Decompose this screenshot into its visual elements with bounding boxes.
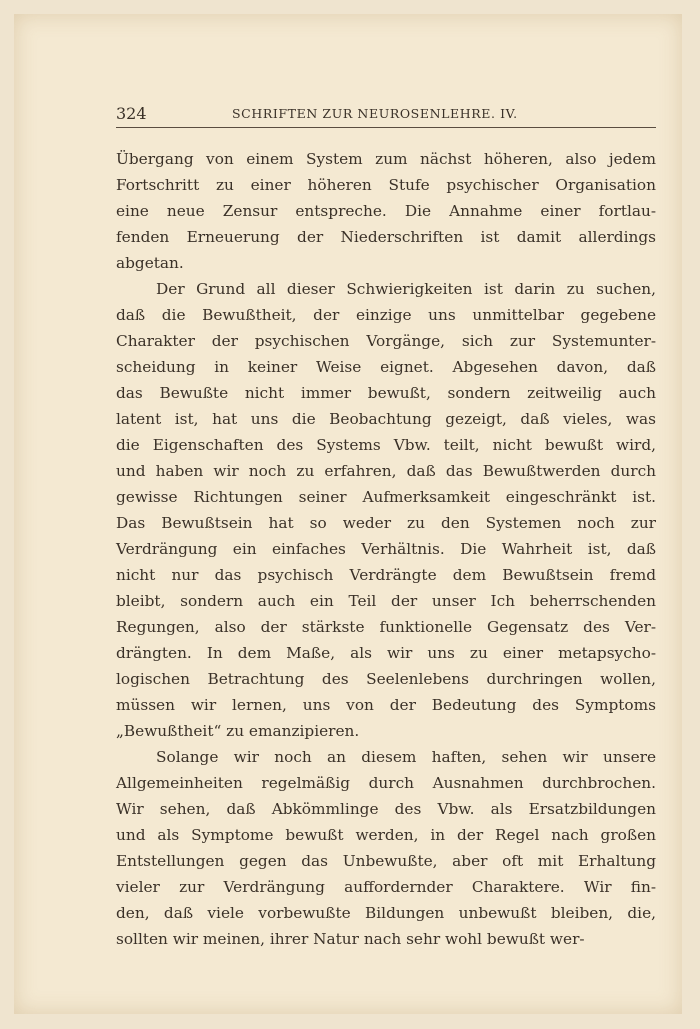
text-line: gewisse Richtungen seiner Aufmerksamkeit eingeschränkt ist. [116,488,656,506]
text-line: Der Grund all dieser Schwierigkeiten ist darin zu suchen, [156,280,656,298]
text-line: sollten wir meinen, ihrer Natur nach sehr wohl bewußt wer- [116,930,585,948]
paragraph [116,276,656,744]
page-number: 324 [116,104,147,123]
text-line: Das Bewußtsein hat so weder zu den Systemen noch zur [116,514,656,532]
text-line: fenden Erneuerung der Niederschriften ist damit allerdings [116,228,656,246]
text-line: logischen Betrachtung des Seelenlebens durchringen wollen, [116,670,656,688]
text-line: den, daß viele vorbewußte Bildungen unbewußt bleiben, die, [116,904,656,922]
text-line: Allgemeinheiten regelmäßig durch Ausnahmen durchbrochen. [116,774,656,792]
text-line: Fortschritt zu einer höheren Stufe psychischer Organisation [116,176,656,194]
body-text [116,146,656,952]
page-header [116,104,656,126]
text-line: vieler zur Verdrängung auffordernder Charaktere. Wir fin- [116,878,656,896]
text-line: und als Symptome bewußt werden, in der Regel nach großen [116,826,656,844]
running-title: SCHRIFTEN ZUR NEUROSENLEHRE. IV. [232,106,518,121]
text-line: bleibt, sondern auch ein Teil der unser Ich beherrschenden [116,592,656,610]
text-line: nicht nur das psychisch Verdrängte dem Bewußtsein fremd [116,566,656,584]
paragraph [116,146,656,276]
text-line: Regungen, also der stärkste funktionelle Gegensatz des Ver- [116,618,656,636]
text-line: das Bewußte nicht immer bewußt, sondern zeitweilig auch [116,384,656,402]
text-line: drängten. In dem Maße, als wir uns zu einer metapsycho- [116,644,656,662]
text-line: latent ist, hat uns die Beobachtung gezeigt, daß vieles, was [116,410,656,428]
text-line: scheidung in keiner Weise eignet. Abgesehen davon, daß [116,358,656,376]
text-line: und haben wir noch zu erfahren, daß das Bewußtwerden durch [116,462,656,480]
text-line: daß die Bewußtheit, der einzige uns unmittelbar gegebene [116,306,656,324]
text-line: abgetan. [116,254,184,272]
text-line: Charakter der psychischen Vorgänge, sich zur Systemunter- [116,332,656,350]
text-line: die Eigenschaften des Systems Vbw. teilt, nicht bewußt wird, [116,436,656,454]
text-line: eine neue Zensur entspreche. Die Annahme einer fortlau- [116,202,656,220]
text-line: „Bewußtheit“ zu emanzipieren. [116,722,360,740]
text-line: müssen wir lernen, uns von der Bedeutung des Symptoms [116,696,656,714]
paragraph [116,744,656,952]
text-line: Entstellungen gegen das Unbewußte, aber oft mit Erhaltung [116,852,656,870]
text-line: Verdrängung ein einfaches Verhältnis. Die Wahrheit ist, daß [116,540,656,558]
text-line: Übergang von einem System zum nächst höheren, also jedem [116,150,656,168]
text-line: Solange wir noch an diesem haften, sehen wir unsere [156,748,656,766]
header-rule [116,127,656,128]
text-line: Wir sehen, daß Abkömmlinge des Vbw. als Ersatzbildungen [116,800,656,818]
